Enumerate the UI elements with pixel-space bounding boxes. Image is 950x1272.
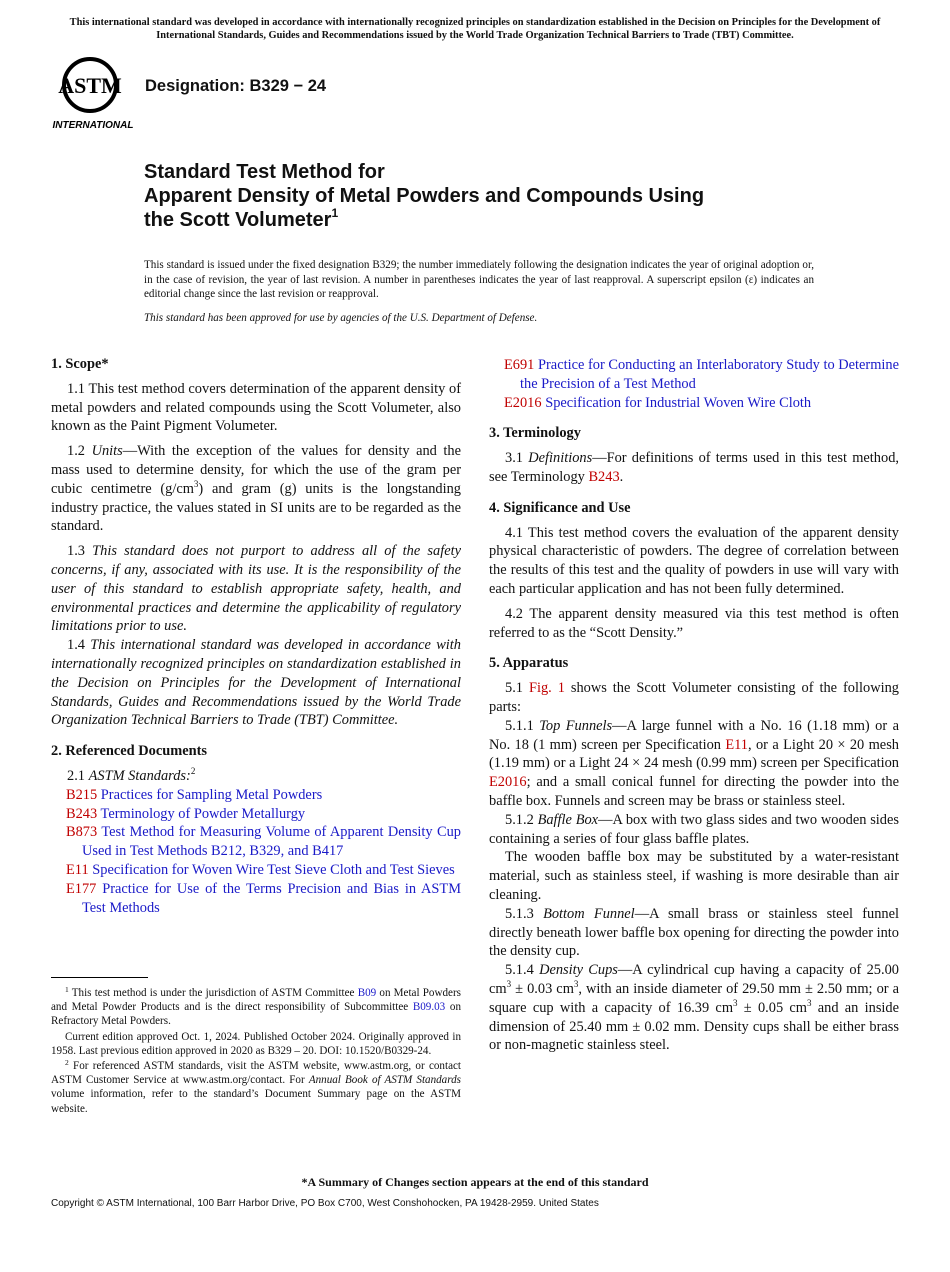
para-1-3: 1.3 This standard does not purport to address all of the safety concerns, if any, associated with its use. It is the responsibility of the user of this standard to establish appropriate safety, health, and environmental practices and determine the applicability of regulatory limitations prior to use. [51,543,461,635]
title-line-1: Standard Test Method for [144,161,385,183]
title-line-2: Apparent Density of Metal Powders and Compounds Using [144,185,705,207]
left-column [51,355,461,917]
link-b09-03[interactable]: B09.03 [412,1001,446,1014]
para-3-1: 3.1 Definitions—For definitions of terms used in this test method, see Terminology B243. [489,450,899,485]
dod-approval-note: This standard has been approved for use by agencies of the U.S. Department of Defense. [144,312,538,324]
issuance-note: This standard is issued under the fixed designation B329; the number immediately following the designation indicates the year of original adoption or, in the case of revision, the year of last revision. A number in parentheses indicates the year of last reapproval. A superscript epsilon (ε) indicates an editorial change since the last revision or reapproval. [144,259,814,300]
para-5-1-3: 5.1.3 Bottom Funnel—A small brass or stainless steel funnel directly beneath lower baffle box opening for directing the powder into the density cup. [489,905,899,960]
para-1-4: 1.4 This international standard was developed in accordance with internationally recognized principles on standardization established in the Decision on Principles for the Development of International Standards, Guides and Recommendations issued by the World Trade Organization Technical Barriers to Trade (TBT) Committee. [51,637,461,729]
designation: Designation: B329 − 24 [145,77,327,95]
ref-item[interactable]: E691 Practice for Conducting an Interlaboratory Study to Determine the Precision of a Test Method [504,357,899,392]
section-5-heading: 5. Apparatus [489,655,569,672]
logo-text: INTERNATIONAL [52,120,134,130]
ref-item[interactable]: B243 Terminology of Powder Metallurgy [66,805,306,822]
para-1-2: 1.2 Units—With the exception of the values for density and the mass used to determine density, for which the use of the gram per cubic centimetre $(g/cm^3)$ and gram (g) units is the longstanding industry practice, the values stated in SI units are to be regarded as the standard. [51,443,461,535]
section-4-heading: 4. Significance and Use [489,499,631,516]
ref-item[interactable]: B873 Test Method for Measuring Volume of Apparent Density Cup Used in Test Methods B212, B329, and B417 [66,824,461,860]
ref-item[interactable]: E2016 Specification for Industrial Woven Wire Cloth [504,394,812,411]
wto-notice: This international standard was developed in accordance with internationally recognized principles on standardization established in the Decision on Principles for the Development of International Standards, Guides and Recommendations issued by the World Trade Organization Technical Barriers to Trade (TBT) Committee. [69,17,881,41]
summary-of-changes-note: *A Summary of Changes section appears at the end of this standard [301,1175,649,1189]
title-footnote-mark: 1 [331,206,339,220]
footnote-rule [51,977,148,978]
section-1-heading: 1. Scope* [51,356,109,372]
para-5-1: 5.1 Fig. 1 shows the Scott Volumeter consisting of the following parts: [489,680,899,715]
right-column [489,356,899,1055]
para-5-1-1: 5.1.1 Top Funnels—A large funnel with a No. 16 (1.18 mm) or a No. 18 (1 mm) screen per Specification E11, or a Light 20 × 20 mesh (1.19 mm) or a Light 24 × 24 mesh (0.99 mm) screen per Specification E2016; and a small conical funnel for directing the powder into the baffle box. Funnels and screen may be brass or stainless steel. [489,717,899,809]
link-e11[interactable]: E11 [725,736,749,753]
ref-item[interactable]: E11 Specification for Woven Wire Test Sieve Cloth and Test Sieves [66,861,455,878]
para-2-1: 2.1 ASTM Standards:$^2$ [67,765,196,784]
link-b09[interactable]: B09 [357,987,377,999]
para-5-1-2-note: The wooden baffle box may be substituted by a water-resistant material, such as stainless steel, if washing is more desirable than air cleaning. [489,849,899,903]
document-title [144,160,844,232]
logo-mark: ASTM [58,73,122,98]
title-line-3: the Scott Volumeter [144,209,332,231]
section-3-heading: 3. Terminology [489,425,581,442]
para-5-1-4: 5.1.4 Density Cups—A cylindrical cup having a capacity of 25.00 $cm^3 \pm 0.03$ $cm^3$, with an inside diameter of 29.50 mm ± 2.50 mm; or a square cup with a capacity of 16.39 $cm^3 \pm 0.05$ $cm^3$ and an inside dimension of 25.40 mm ± 0.02 mm. Density cups shall be either brass or non-magnetic stainless steel. [489,962,900,1054]
astm-logo [52,55,134,130]
para-4-2: 4.2 The apparent density measured via this test method is often referred to as the “Scott Density.” [489,605,899,641]
para-1-1: 1.1 This test method covers determination of the apparent density of metal powders and related compounds using the Scott Volumeter, also known as the Paint Pigment Volumeter. [51,380,461,435]
footnote-2: $^2$ For referenced ASTM standards, visit the ASTM website, www.astm.org, or contact ASTM Customer Service at www.astm.org/contact. For Annual Book of ASTM Standards volume information, refer to the standard’s Document Summary page on the ASTM website. [51,1058,461,1115]
section-2-heading: 2. Referenced Documents [51,743,207,760]
link-fig-1[interactable]: Fig. 1 [528,680,565,697]
footnotes [51,986,461,1117]
link-b243[interactable]: B243 [588,468,620,485]
ref-item[interactable]: B215 Practices for Sampling Metal Powders [66,786,323,803]
copyright: Copyright © ASTM International, 100 Barr Harbor Drive, PO Box C700, West Conshohocken, PA 19428-2959. United States [51,1198,599,1209]
footnote-1-edition: Current edition approved Oct. 1, 2024. Published October 2024. Originally approved in 1958. Last previous edition approved in 2020 as B329 – 20. DOI: 10.1520/B0329-24. [51,1030,461,1057]
footnote-1: $^1$ This test method is under the jurisdiction of ASTM Committee B09 on Metal Powders and Metal Powder Products and is the direct responsibility of Subcommittee B09.03 on Refractory Metal Powders. [51,985,461,1028]
ref-item[interactable]: E177 Practice for Use of the Terms Precision and Bias in ASTM Test Methods [66,880,461,916]
para-5-1-2: 5.1.2 Baffle Box—A box with two glass sides and two wooden sides containing a series of four glass baffle plates. [489,811,899,847]
para-4-1: 4.1 This test method covers the evaluation of the apparent density physical characteristic of powders. The degree of correlation between the results of this test and the quality of powders in use will vary with each particular application and has not been fully determined. [489,524,899,597]
link-e2016[interactable]: E2016 [489,774,527,791]
